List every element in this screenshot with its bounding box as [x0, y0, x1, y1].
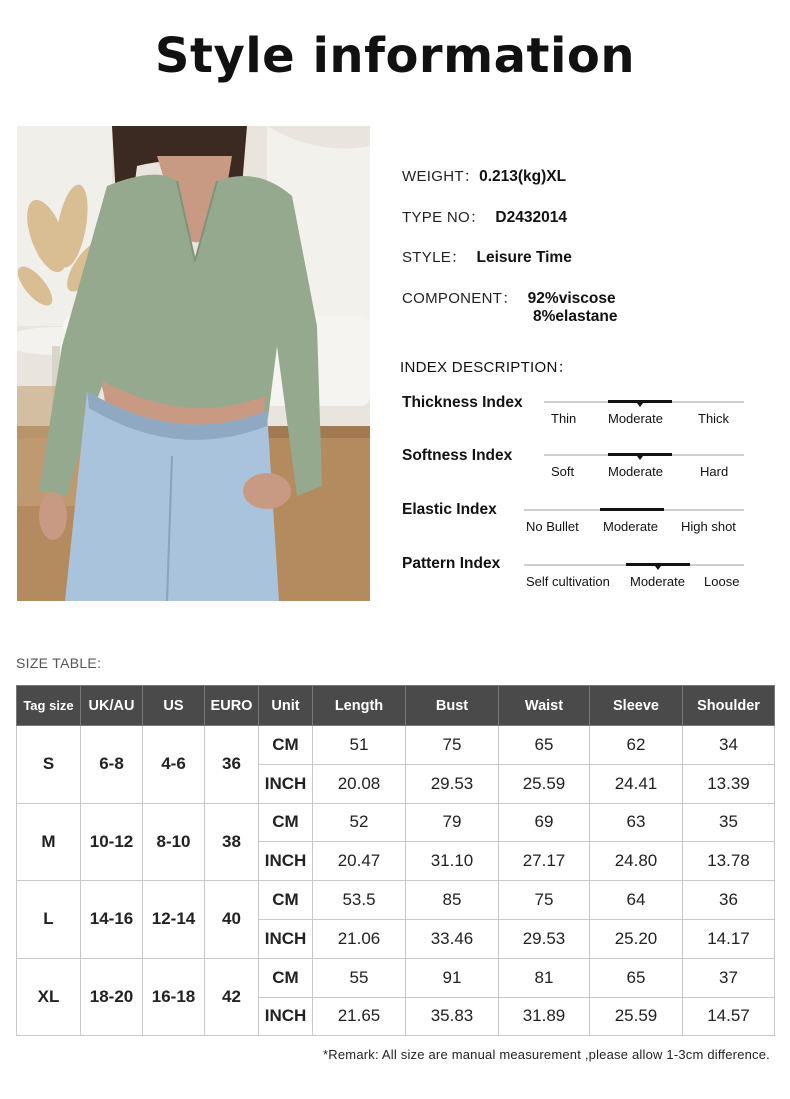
index-label-high: High shot	[681, 519, 736, 534]
tag-size-cell: S	[17, 726, 81, 804]
unit-cell: INCH	[259, 997, 313, 1036]
unit-cell: CM	[259, 726, 313, 765]
product-photo	[17, 126, 370, 601]
bust-cell: 35.83	[406, 997, 499, 1036]
unit-cell: CM	[259, 958, 313, 997]
sleeve-cell: 63	[590, 803, 683, 842]
length-cell: 52	[313, 803, 406, 842]
component-row-2	[533, 308, 617, 326]
index-pointer-icon	[637, 403, 643, 407]
table-row	[17, 881, 775, 920]
header-waist: Waist	[499, 686, 590, 726]
length-cell: 20.47	[313, 842, 406, 881]
waist-cell: 29.53	[499, 919, 590, 958]
length-cell: 55	[313, 958, 406, 997]
length-cell: 21.65	[313, 997, 406, 1036]
bust-cell: 29.53	[406, 764, 499, 803]
unit-cell: INCH	[259, 764, 313, 803]
sleeve-cell: 24.80	[590, 842, 683, 881]
bust-cell: 31.10	[406, 842, 499, 881]
shoulder-cell: 13.78	[683, 842, 775, 881]
header-unit: Unit	[259, 686, 313, 726]
length-cell: 53.5	[313, 881, 406, 920]
index-name: Softness Index	[402, 447, 513, 464]
size-table	[16, 685, 775, 1036]
index-name: Pattern Index	[402, 555, 501, 572]
style-row	[402, 246, 572, 267]
euro-cell: 42	[205, 958, 259, 1036]
us-cell: 16-18	[143, 958, 205, 1036]
waist-cell: 81	[499, 958, 590, 997]
bust-cell: 91	[406, 958, 499, 997]
header-shoulder: Shoulder	[683, 686, 775, 726]
table-header-row	[17, 686, 775, 726]
header-sleeve: Sleeve	[590, 686, 683, 726]
us-cell: 4-6	[143, 726, 205, 804]
sleeve-cell: 65	[590, 958, 683, 997]
remark-note: *Remark: All size are manual measurement ,please allow 1-3cm difference.	[323, 1047, 770, 1062]
ukau-cell: 10-12	[81, 803, 143, 881]
softness-index	[400, 447, 750, 487]
weight-value: 0.213(kg)XL	[479, 168, 567, 185]
length-cell: 20.08	[313, 764, 406, 803]
shoulder-cell: 34	[683, 726, 775, 765]
header-euro: EURO	[205, 686, 259, 726]
sleeve-cell: 25.59	[590, 997, 683, 1036]
index-label-low: Thin	[551, 411, 577, 426]
tag-size-cell: L	[17, 881, 81, 959]
tag-size-cell: XL	[17, 958, 81, 1036]
shoulder-cell: 35	[683, 803, 775, 842]
style-key: STYLE：	[402, 249, 467, 266]
component-value-1: 92%viscose	[527, 290, 616, 307]
index-label-low: No Bullet	[526, 519, 579, 534]
waist-cell: 65	[499, 726, 590, 765]
thickness-index	[400, 394, 750, 434]
shoulder-cell: 14.17	[683, 919, 775, 958]
style-value: Leisure Time	[476, 249, 572, 266]
sleeve-cell: 25.20	[590, 919, 683, 958]
index-selected-mark	[600, 508, 664, 511]
sleeve-cell: 24.41	[590, 764, 683, 803]
weight-key: WEIGHT：	[402, 168, 480, 185]
index-label-low: Soft	[551, 464, 575, 479]
ukau-cell: 6-8	[81, 726, 143, 804]
shoulder-cell: 14.57	[683, 997, 775, 1036]
elastic-index	[400, 501, 750, 541]
us-cell: 12-14	[143, 881, 205, 959]
type-value: D2432014	[495, 209, 567, 226]
ukau-cell: 18-20	[81, 958, 143, 1036]
shoulder-cell: 36	[683, 881, 775, 920]
length-cell: 21.06	[313, 919, 406, 958]
index-label-high: Thick	[698, 411, 730, 426]
index-label-high: Hard	[700, 464, 729, 479]
index-label-mid: Moderate	[603, 519, 658, 534]
component-value-2: 8%elastane	[533, 308, 618, 325]
unit-cell: INCH	[259, 842, 313, 881]
type-key: TYPE NO：	[402, 209, 486, 226]
header-ukau: UK/AU	[81, 686, 143, 726]
header-tag-size: Tag size	[17, 686, 81, 726]
pattern-index	[400, 555, 750, 595]
waist-cell: 75	[499, 881, 590, 920]
waist-cell: 27.17	[499, 842, 590, 881]
ukau-cell: 14-16	[81, 881, 143, 959]
bust-cell: 85	[406, 881, 499, 920]
index-name: Elastic Index	[402, 501, 497, 518]
header-length: Length	[313, 686, 406, 726]
weight-row	[402, 165, 566, 186]
header-us: US	[143, 686, 205, 726]
table-row	[17, 958, 775, 997]
type-row	[402, 206, 567, 227]
sleeve-cell: 62	[590, 726, 683, 765]
index-label-low: Self cultivation	[526, 574, 610, 589]
index-name: Thickness Index	[402, 394, 523, 411]
us-cell: 8-10	[143, 803, 205, 881]
index-label-high: Loose	[704, 574, 740, 589]
model-illustration	[17, 126, 370, 601]
tag-size-cell: M	[17, 803, 81, 881]
shoulder-cell: 13.39	[683, 764, 775, 803]
size-table-label: SIZE TABLE:	[16, 655, 102, 671]
waist-cell: 69	[499, 803, 590, 842]
bust-cell: 75	[406, 726, 499, 765]
unit-cell: INCH	[259, 919, 313, 958]
table-row	[17, 803, 775, 842]
euro-cell: 36	[205, 726, 259, 804]
bust-cell: 79	[406, 803, 499, 842]
euro-cell: 40	[205, 881, 259, 959]
index-pointer-icon	[655, 566, 661, 570]
waist-cell: 31.89	[499, 997, 590, 1036]
index-label-mid: Moderate	[608, 464, 663, 479]
shoulder-cell: 37	[683, 958, 775, 997]
euro-cell: 38	[205, 803, 259, 881]
waist-cell: 25.59	[499, 764, 590, 803]
sleeve-cell: 64	[590, 881, 683, 920]
index-pointer-icon	[637, 456, 643, 460]
index-label-mid: Moderate	[608, 411, 663, 426]
component-key: COMPONENT：	[402, 290, 518, 307]
length-cell: 51	[313, 726, 406, 765]
unit-cell: CM	[259, 803, 313, 842]
header-bust: Bust	[406, 686, 499, 726]
page-title: Style information	[154, 28, 636, 84]
bust-cell: 33.46	[406, 919, 499, 958]
component-row	[402, 287, 616, 308]
index-label-mid: Moderate	[630, 574, 685, 589]
table-row	[17, 726, 775, 765]
unit-cell: CM	[259, 881, 313, 920]
index-description-heading: INDEX DESCRIPTION：	[400, 359, 573, 376]
